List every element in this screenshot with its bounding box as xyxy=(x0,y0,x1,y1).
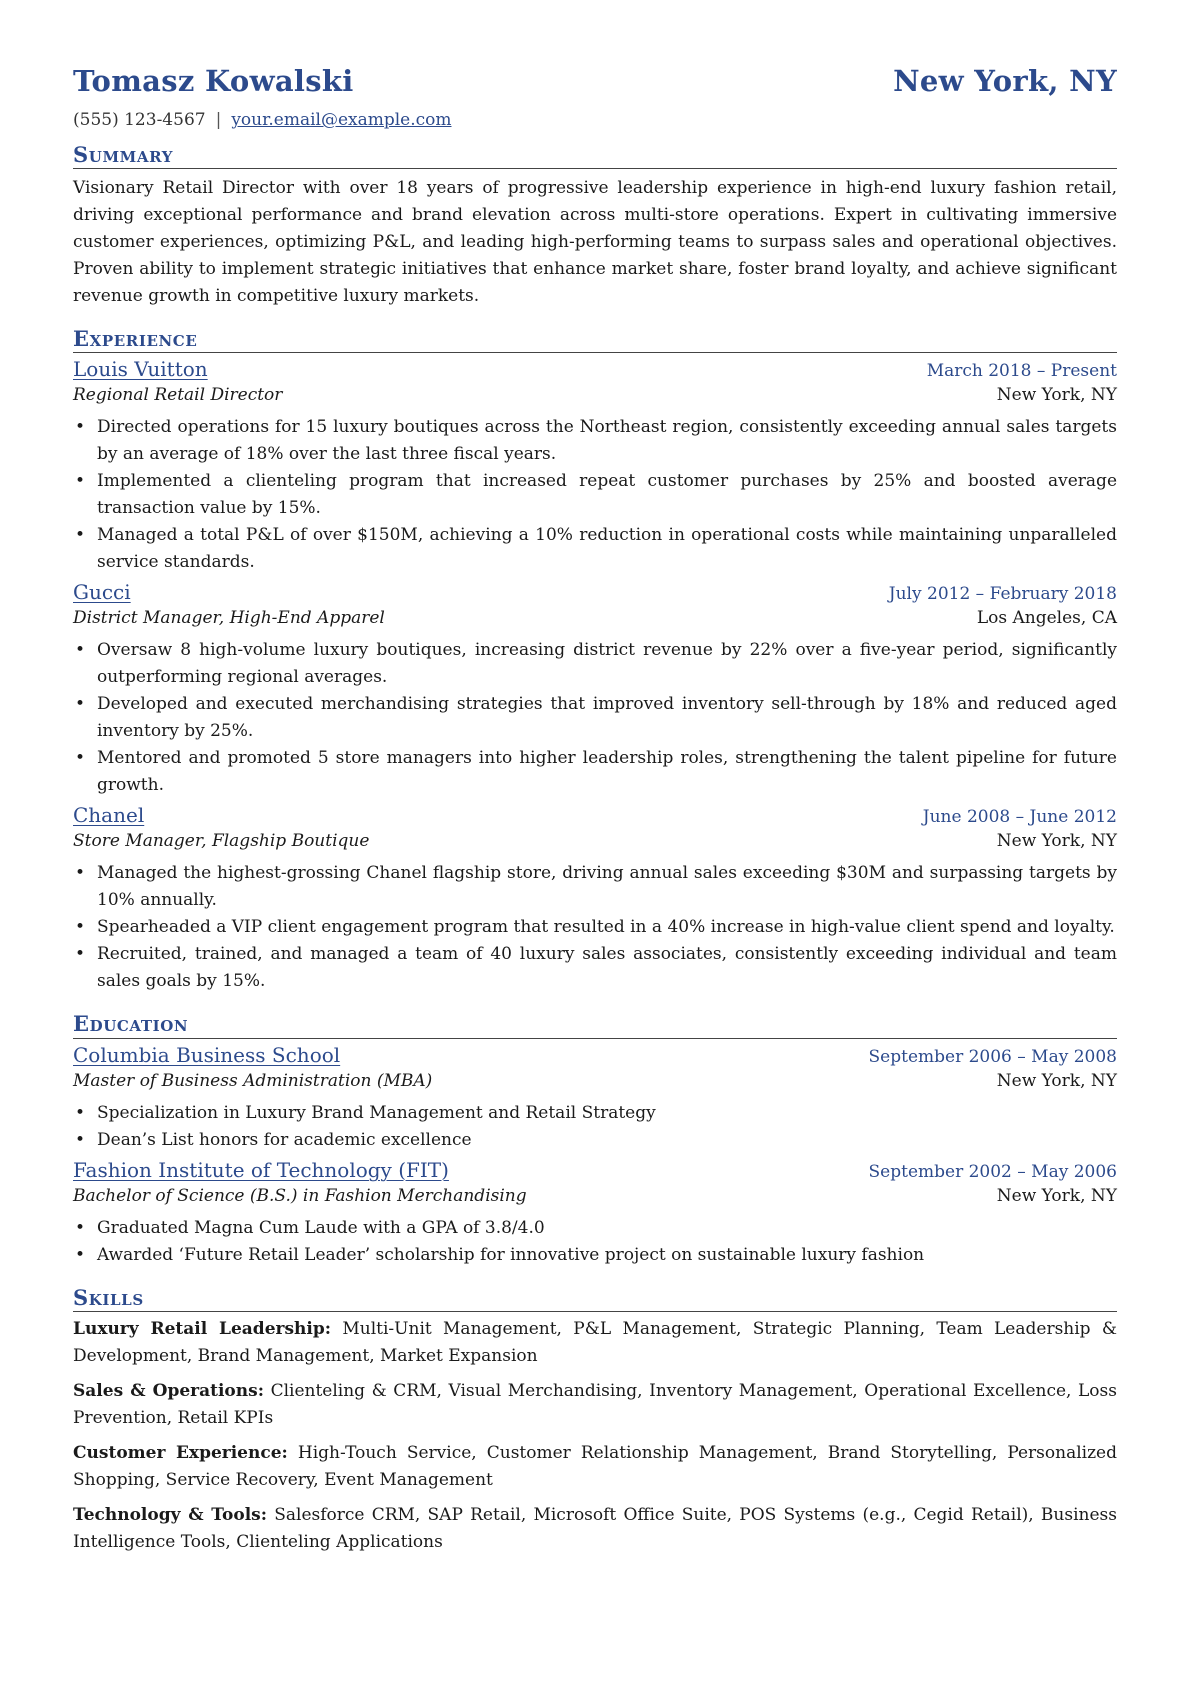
entry-location: New York, NY xyxy=(996,831,1117,852)
employer-link[interactable]: Chanel xyxy=(73,803,145,828)
summary-text: Visionary Retail Director with over 18 years of progressive leadership experience in high-end luxury fashion retail, driving exceptional performance and brand elevation across multi-store operations. Expert in cultivating immersive customer experiences, optimizing P&L, and leading high-performing teams to surpass sales and operational objectives. Proven ability to implement strategic initiatives that enhance market share, foster brand loyalty, and achieve significant revenue growth in competitive luxury markets. xyxy=(73,178,1117,307)
entry-dates: July 2012 – February 2018 xyxy=(888,584,1117,605)
degree-title: Master of Business Administration (MBA) xyxy=(73,1070,433,1091)
achievement-list xyxy=(73,414,1117,576)
experience-entry xyxy=(73,803,1117,995)
list-item: • Implemented a clienteling program that increased repeat customer purchases by 25% and boosted average transaction value by 15%. xyxy=(97,468,1117,522)
list-item: • Oversaw 8 high-volume luxury boutiques, increasing district revenue by 22% over a five-year period, significantly outperforming regional averages. xyxy=(97,637,1117,691)
entry-location: New York, NY xyxy=(996,385,1117,406)
skill-items: High-Touch Service, Customer Relationship Management, Brand Storytelling, Personalized Shopping, Service Recovery, Event Management xyxy=(73,1442,1117,1490)
degree-title: Bachelor of Science (B.S.) in Fashion Merchandising xyxy=(73,1185,527,1206)
candidate-location: New York, NY xyxy=(893,64,1117,98)
skill-category-label: Sales & Operations: xyxy=(73,1380,264,1401)
entry-location: New York, NY xyxy=(996,1070,1117,1091)
job-title: District Manager, High-End Apparel xyxy=(73,608,385,629)
skill-category-label: Customer Experience: xyxy=(73,1442,288,1463)
entry-dates: September 2006 – May 2008 xyxy=(868,1046,1117,1067)
list-item: • Directed operations for 15 luxury boutiques across the Northeast region, consistently exceeding annual sales targets by an average of 18% over the last three fiscal years. xyxy=(97,414,1117,468)
education-heading: Education xyxy=(73,1011,1117,1038)
candidate-name: Tomasz Kowalski xyxy=(73,64,354,98)
list-item: • Managed a total P&L of over $150M, achieving a 10% reduction in operational costs while maintaining unparalleled service standards. xyxy=(97,522,1117,576)
list-item: • Dean’s List honors for academic excellence xyxy=(97,1127,1117,1154)
list-item: • Specialization in Luxury Brand Management and Retail Strategy xyxy=(97,1100,1117,1127)
skill-group xyxy=(73,1378,1117,1432)
employer-link[interactable]: Louis Vuitton xyxy=(73,357,208,382)
education-detail-list xyxy=(73,1215,1117,1269)
list-item: • Mentored and promoted 5 store managers into higher leadership roles, strengthening the talent pipeline for future growth. xyxy=(97,745,1117,799)
job-title: Store Manager, Flagship Boutique xyxy=(73,831,370,852)
entry-dates: September 2002 – May 2006 xyxy=(868,1161,1117,1182)
job-title: Regional Retail Director xyxy=(73,385,283,406)
contact-separator: | xyxy=(215,110,222,130)
entry-location: Los Angeles, CA xyxy=(976,608,1117,629)
skill-items: Multi-Unit Management, P&L Management, Strategic Planning, Team Leadership & Development, Brand Management, Market Expansion xyxy=(73,1318,1118,1366)
list-item: • Managed the highest-grossing Chanel flagship store, driving annual sales exceeding $30M and surpassing targets by 10% annually. xyxy=(97,860,1117,914)
skills-heading: Skills xyxy=(73,1285,1117,1312)
skill-group xyxy=(73,1316,1117,1370)
education-entry xyxy=(73,1043,1117,1154)
experience-entry xyxy=(73,357,1117,576)
list-item: • Spearheaded a VIP client engagement program that resulted in a 40% increase in high-value client spend and loyalty. xyxy=(97,914,1117,941)
skill-group xyxy=(73,1502,1117,1556)
list-item: • Graduated Magna Cum Laude with a GPA of 3.8/4.0 xyxy=(97,1215,1117,1242)
list-item: • Developed and executed merchandising strategies that improved inventory sell-through by 18% and reduced aged inventory by 25%. xyxy=(97,691,1117,745)
entry-location: New York, NY xyxy=(996,1185,1117,1206)
skill-items: Salesforce CRM, SAP Retail, Microsoft Office Suite, POS Systems (e.g., Cegid Retail), Business Intelligence Tools, Clienteling Applications xyxy=(73,1504,1117,1552)
school-link[interactable]: Columbia Business School xyxy=(73,1042,341,1067)
list-item: • Awarded ‘Future Retail Leader’ scholarship for innovative project on sustainable luxury fashion xyxy=(97,1242,1117,1269)
skill-category-label: Technology & Tools: xyxy=(73,1504,267,1525)
contact-line xyxy=(73,110,1117,130)
experience-heading: Experience xyxy=(73,326,1117,353)
achievement-list xyxy=(73,637,1117,799)
resume-header xyxy=(73,64,1117,98)
summary-heading: Summary xyxy=(73,142,1117,169)
education-detail-list xyxy=(73,1100,1117,1154)
email-link[interactable]: your.email@example.com xyxy=(231,110,452,130)
employer-link[interactable]: Gucci xyxy=(73,580,131,605)
skill-items: Clienteling & CRM, Visual Merchandising, Inventory Management, Operational Excellence, Loss Prevention, Retail KPIs xyxy=(73,1380,1117,1428)
school-link[interactable]: Fashion Institute of Technology (FIT) xyxy=(73,1157,449,1182)
list-item: • Recruited, trained, and managed a team of 40 luxury sales associates, consistently exceeding individual and team sales goals by 15%. xyxy=(97,941,1117,995)
skills-list xyxy=(73,1316,1117,1556)
entry-dates: June 2008 – June 2012 xyxy=(922,807,1117,828)
experience-entry xyxy=(73,580,1117,799)
skill-category-label: Luxury Retail Leadership: xyxy=(73,1318,332,1339)
entry-dates: March 2018 – Present xyxy=(926,361,1117,382)
phone-number: (555) 123-4567 xyxy=(73,110,206,130)
skill-group xyxy=(73,1440,1117,1494)
education-entry xyxy=(73,1158,1117,1269)
achievement-list xyxy=(73,860,1117,995)
